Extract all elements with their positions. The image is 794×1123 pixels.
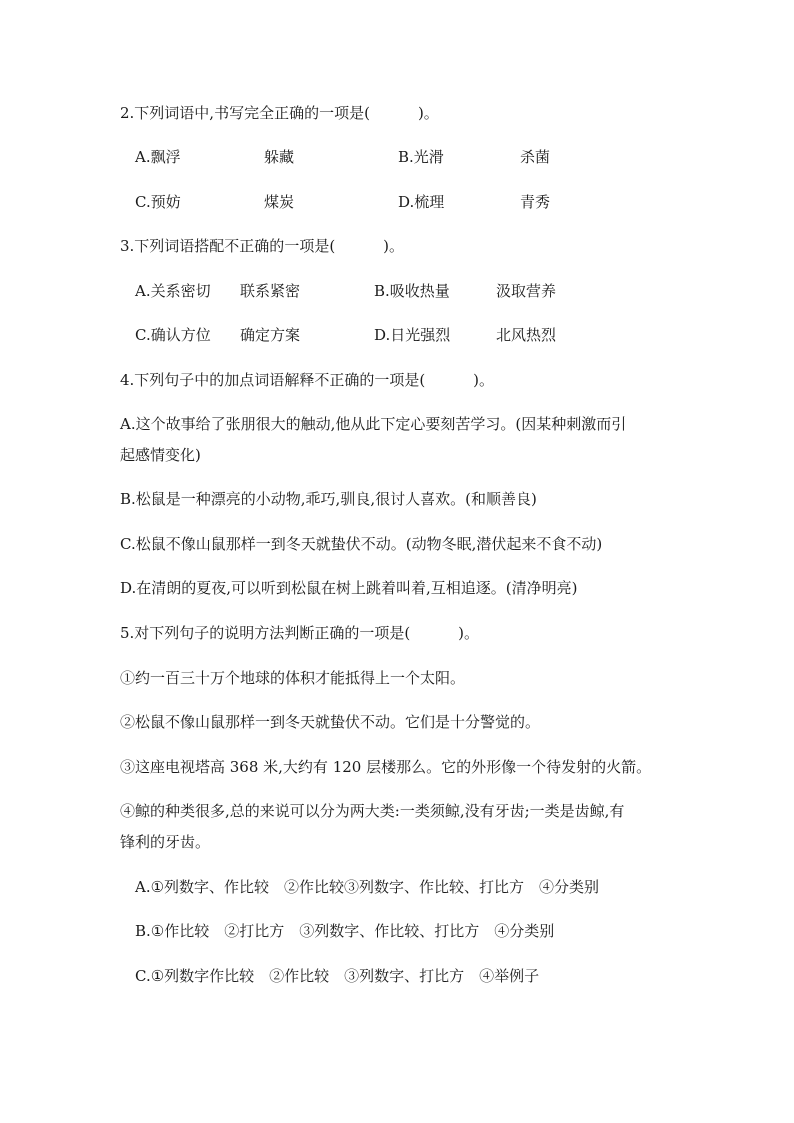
- q4-option-a-line2: 起感情变化): [120, 446, 201, 464]
- q4-option-c: C.松鼠不像山鼠那样一到冬天就蛰伏不动。(动物冬眠,潜伏起来不食不动): [120, 535, 603, 553]
- q2-option-d-word2: 青秀: [520, 193, 551, 211]
- q4-stem: 4.下列句子中的加点词语解释不正确的一项是( )。: [120, 371, 495, 389]
- q3-option-b: B.吸收热量: [374, 282, 450, 300]
- q5-sentence-2: ②松鼠不像山鼠那样一到冬天就蛰伏不动。它们是十分警觉的。: [120, 713, 541, 731]
- q3-stem: 3.下列词语搭配不正确的一项是( )。: [120, 237, 405, 255]
- q2-option-b: B.光滑: [398, 148, 444, 166]
- q5-sentence-4-line2: 锋利的牙齿。: [120, 833, 211, 851]
- q5-stem: 5.对下列句子的说明方法判断正确的一项是( )。: [120, 624, 480, 642]
- q3-option-a: A.关系密切: [135, 282, 211, 300]
- q2-option-c: C.预妨: [135, 193, 181, 211]
- q5-option-c: C.①列数字作比较 ②作比较 ③列数字、打比方 ④举例子: [135, 967, 540, 985]
- q2-option-a-word2: 躲藏: [264, 148, 295, 166]
- q4-option-b: B.松鼠是一种漂亮的小动物,乖巧,驯良,很讨人喜欢。(和顺善良): [120, 490, 537, 508]
- q3-option-d: D.日光强烈: [374, 326, 451, 344]
- q5-sentence-4-line1: ④鲸的种类很多,总的来说可以分为两大类:一类须鲸,没有牙齿;一类是齿鲸,有: [120, 802, 625, 820]
- q4-option-a-line1: A.这个故事给了张朋很大的触动,他从此下定心要刻苦学习。(因某种刺激而引: [120, 415, 627, 433]
- q4-option-d: D.在清朗的夏夜,可以听到松鼠在树上跳着叫着,互相追逐。(清净明亮): [120, 579, 578, 597]
- q5-option-b: B.①作比较 ②打比方 ③列数字、作比较、打比方 ④分类别: [135, 922, 555, 940]
- q3-option-d-phrase2: 北风热烈: [496, 326, 557, 344]
- q2-option-c-word2: 煤炭: [264, 193, 295, 211]
- q3-option-c-phrase2: 确定方案: [240, 326, 301, 344]
- q3-option-c: C.确认方位: [135, 326, 211, 344]
- q5-option-a: A.①列数字、作比较 ②作比较③列数字、作比较、打比方 ④分类别: [135, 878, 600, 896]
- q5-sentence-3: ③这座电视塔高 368 米,大约有 120 层楼那么。它的外形像一个待发射的火箭。: [120, 758, 652, 776]
- q2-stem: 2.下列词语中,书写完全正确的一项是( )。: [120, 104, 439, 122]
- q2-option-d: D.梳理: [398, 193, 445, 211]
- q3-option-a-phrase2: 联系紧密: [240, 282, 301, 300]
- q5-sentence-1: ①约一百三十万个地球的体积才能抵得上一个太阳。: [120, 669, 466, 687]
- q2-option-b-word2: 杀菌: [520, 148, 551, 166]
- q3-option-b-phrase2: 汲取营养: [496, 282, 557, 300]
- q2-option-a: A.飘浮: [135, 148, 181, 166]
